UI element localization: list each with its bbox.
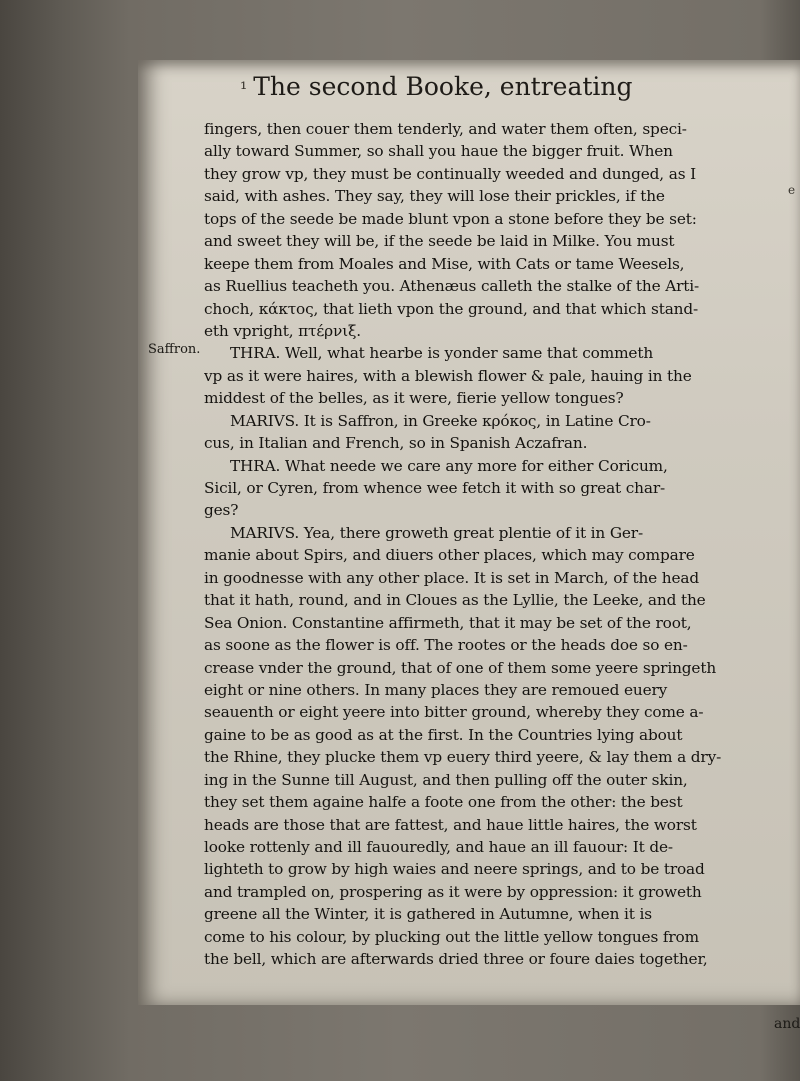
text-line: eth vpright, πτέρνιξ. [204,321,361,340]
text-line: THRA. What neede we care any more for either Coricum, [230,456,668,475]
text-line: THRA. Well, what hearbe is yonder same that commeth [230,344,654,363]
text-line: said, with ashes. They say, they will lose their prickles, if the [204,187,665,206]
text-line: they set them againe halfe a foote one from the other: the best [204,793,683,812]
text-line: seauenth or eight yeere into bitter ground, whereby they come a- [204,703,704,722]
text-line: manie about Spirs, and diuers other places, which may compare [204,546,695,565]
text-line: keepe them from Moales and Mise, with Cats or tame Weesels, [204,254,685,273]
catchword: and [774,1016,800,1032]
text-line: cus, in Italian and French, so in Spanish Aczafran. [204,434,588,453]
text-line: tops of the seede be made blunt vpon a stone before they be set: [204,209,697,228]
text-line: the Rhine, they plucke them vp euery third yeere, & lay them a dry- [204,748,722,767]
text-line: and sweet they will be, if the seede be laid in Milke. You must [204,232,675,251]
text-line: in goodnesse with any other place. It is set in March, of the head [204,568,700,587]
text-line: come to his colour, by plucking out the little yellow tongues from [204,927,699,946]
text-line: MARIVS. It is Saffron, in Greeke κρόκος, in Latine Cro- [230,411,651,430]
text-line: ges? [204,501,239,520]
text-line: lighteth to grow by high waies and neere springs, and to be troad [204,860,705,879]
running-title: The second Booke, entreating [253,72,633,101]
text-line: MARIVS. Yea, there groweth great plentie of it in Ger- [230,523,643,542]
text-line: ing in the Sunne till August, and then pulling off the outer skin, [204,770,688,789]
text-line: looke rottenly and ill fauouredly, and haue an ill fauour: It de- [204,838,673,856]
text-line: greene all the Winter, it is gathered in Autumne, when it is [204,905,652,924]
body-text [204,118,784,971]
margin-note-saffron: Saffron. [148,342,201,357]
text-line: the bell, which are afterwards dried three or foure daies together, [204,950,708,969]
text-line: ally toward Summer, so shall you haue the bigger fruit. When [204,142,673,161]
text-line: Sicil, or Cyren, from whence wee fetch it with so great char- [204,479,666,497]
text-line: choch, κάκτος, that lieth vpon the ground, and that which stand- [204,299,699,318]
text-line: crease vnder the ground, that of one of them some yeere springeth [204,658,717,677]
running-header [240,72,633,112]
text-line: they grow vp, they must be continually weeded and dunged, as I [204,164,697,183]
text-line: middest of the belles, as it were, fierie yellow tongues? [204,389,624,408]
text-line: and trampled on, prospering as it were by oppression: it groweth [204,882,702,901]
text-line: heads are those that are fattest, and haue little haires, the worst [204,815,697,834]
bleed-mark: e [788,183,796,197]
header-mark: ¹ [240,79,248,100]
text-line: as soone as the flower is off. The rootes or the heads doe so en- [204,636,688,655]
text-line: vp as it were haires, with a blewish flower & pale, hauing in the [204,366,692,385]
text-line: that it hath, round, and in Cloues as the Lyllie, the Leeke, and the [204,591,706,610]
text-line: fingers, then couer them tenderly, and water them often, speci- [204,120,687,138]
text-line: Sea Onion. Constantine affirmeth, that it may be set of the root, [204,613,692,632]
text-line: as Ruellius teacheth you. Athenæus calleth the stalke of the Arti- [204,277,700,296]
text-line: eight or nine others. In many places they are remoued euery [204,680,668,699]
text-line: gaine to be as good as at the first. In the Countries lying about [204,725,683,744]
